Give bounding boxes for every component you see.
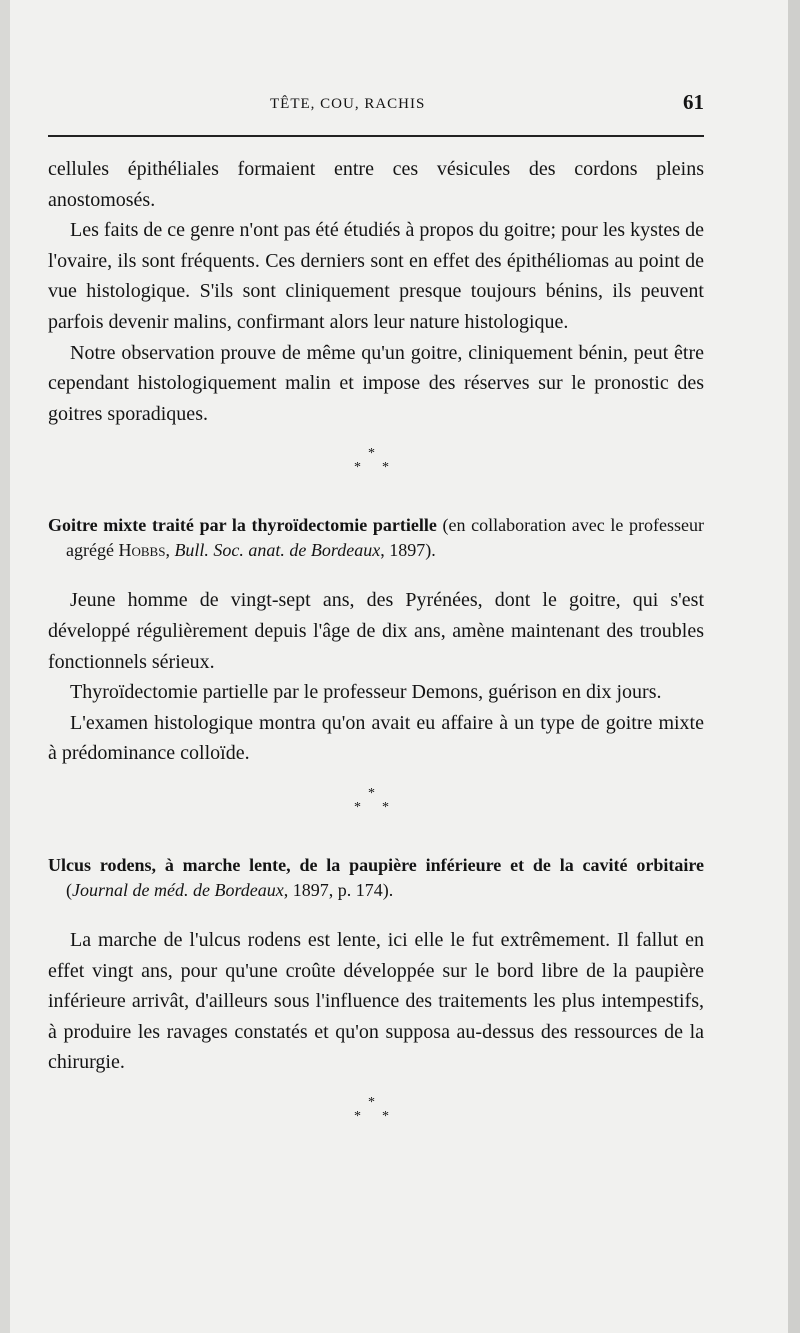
page-edge-left xyxy=(0,0,10,1333)
intro-paragraph-3: Notre observation prouve de même qu'un goitre, cliniquement bénin, peut être cependant histologiquement malin et impose des réserves sur le pronostic des goitres sporadiques. xyxy=(48,341,704,425)
reference-text: , 1897, p. 174). xyxy=(283,879,394,900)
spacer xyxy=(48,563,704,585)
page-number: 61 xyxy=(683,90,704,114)
reference-text: (en collaboration avec le professeur agrégé xyxy=(66,515,704,561)
separator-star: * xyxy=(382,1108,389,1124)
page-edge-right xyxy=(788,0,800,1333)
reference-text: ( xyxy=(66,879,72,900)
goitre-paragraph-1: Jeune homme de vingt-sept ans, des Pyrénées, dont le goitre, qui s'est développé régulièrement depuis l'âge de dix ans, amène maintenant des troubles fonctionnels sérieux. xyxy=(48,589,704,673)
separator-star: * xyxy=(354,799,361,815)
separator-star: * xyxy=(354,1108,361,1124)
section-separator-1 xyxy=(48,445,704,487)
separator-star: * xyxy=(354,460,361,476)
separator-star: * xyxy=(368,785,375,801)
page-header xyxy=(48,92,704,122)
intro-paragraph-1: cellules épithéliales formaient entre ces vésicules des cordons pleins anostomosés. xyxy=(48,158,704,211)
running-head: TÊTE, COU, RACHIS xyxy=(270,96,426,112)
reference-text: , xyxy=(165,540,175,561)
header-rule xyxy=(48,135,704,137)
reference-journal: Bull. Soc. anat. de Bordeaux xyxy=(174,540,381,561)
ulcus-paragraph-1: La marche de l'ulcus rodens est lente, ici elle le fut extrêmement. Il fallut en effet vingt ans, pour qu'une croûte développée sur le bord libre de la paupière inférieure arrivât, d'ailleurs sous l'influence des traitements les plus intempestifs, à produire les ravages constatés et qu'on supposa au-dessus des ressources de la chirurgie. xyxy=(48,928,704,1074)
separator-star: * xyxy=(382,460,389,476)
goitre-paragraph-3: L'examen histologique montra qu'on avait eu affaire à un type de goitre mixte à prédominance colloïde. xyxy=(48,711,704,765)
spacer xyxy=(48,903,704,925)
separator-star: * xyxy=(382,799,389,815)
intro-paragraph-2: Les faits de ce genre n'ont pas été étudiés à propos du goitre; pour les kystes de l'ovaire, ils sont fréquents. Ces derniers sont en effet des épithéliomas au point de vue histologique. S'ils sont cliniquement presque toujours bénins, ils peuvent parfois devenir malins, confirmant alors leur nature histologique. xyxy=(48,219,704,333)
section-title: Goitre mixte traité par la thyroïdectomie partielle xyxy=(48,515,437,536)
section-separator-2 xyxy=(48,785,704,827)
reference-author: Hobbs xyxy=(118,540,166,561)
reference-journal: Journal de méd. de Bordeaux xyxy=(72,879,284,900)
separator-star: * xyxy=(368,446,375,462)
goitre-paragraph-2: Thyroïdectomie partielle par le professeur Demons, guérison en dix jours. xyxy=(70,681,662,704)
section-heading-goitre xyxy=(48,513,704,563)
section-separator-3 xyxy=(48,1094,704,1136)
page-content xyxy=(48,154,704,1162)
separator-star: * xyxy=(368,1094,375,1110)
section-title: Ulcus rodens, à marche lente, de la paupière inférieure et de la cavité orbitaire xyxy=(48,854,704,875)
section-heading-ulcus xyxy=(48,853,704,903)
reference-text: , 1897). xyxy=(380,540,436,561)
